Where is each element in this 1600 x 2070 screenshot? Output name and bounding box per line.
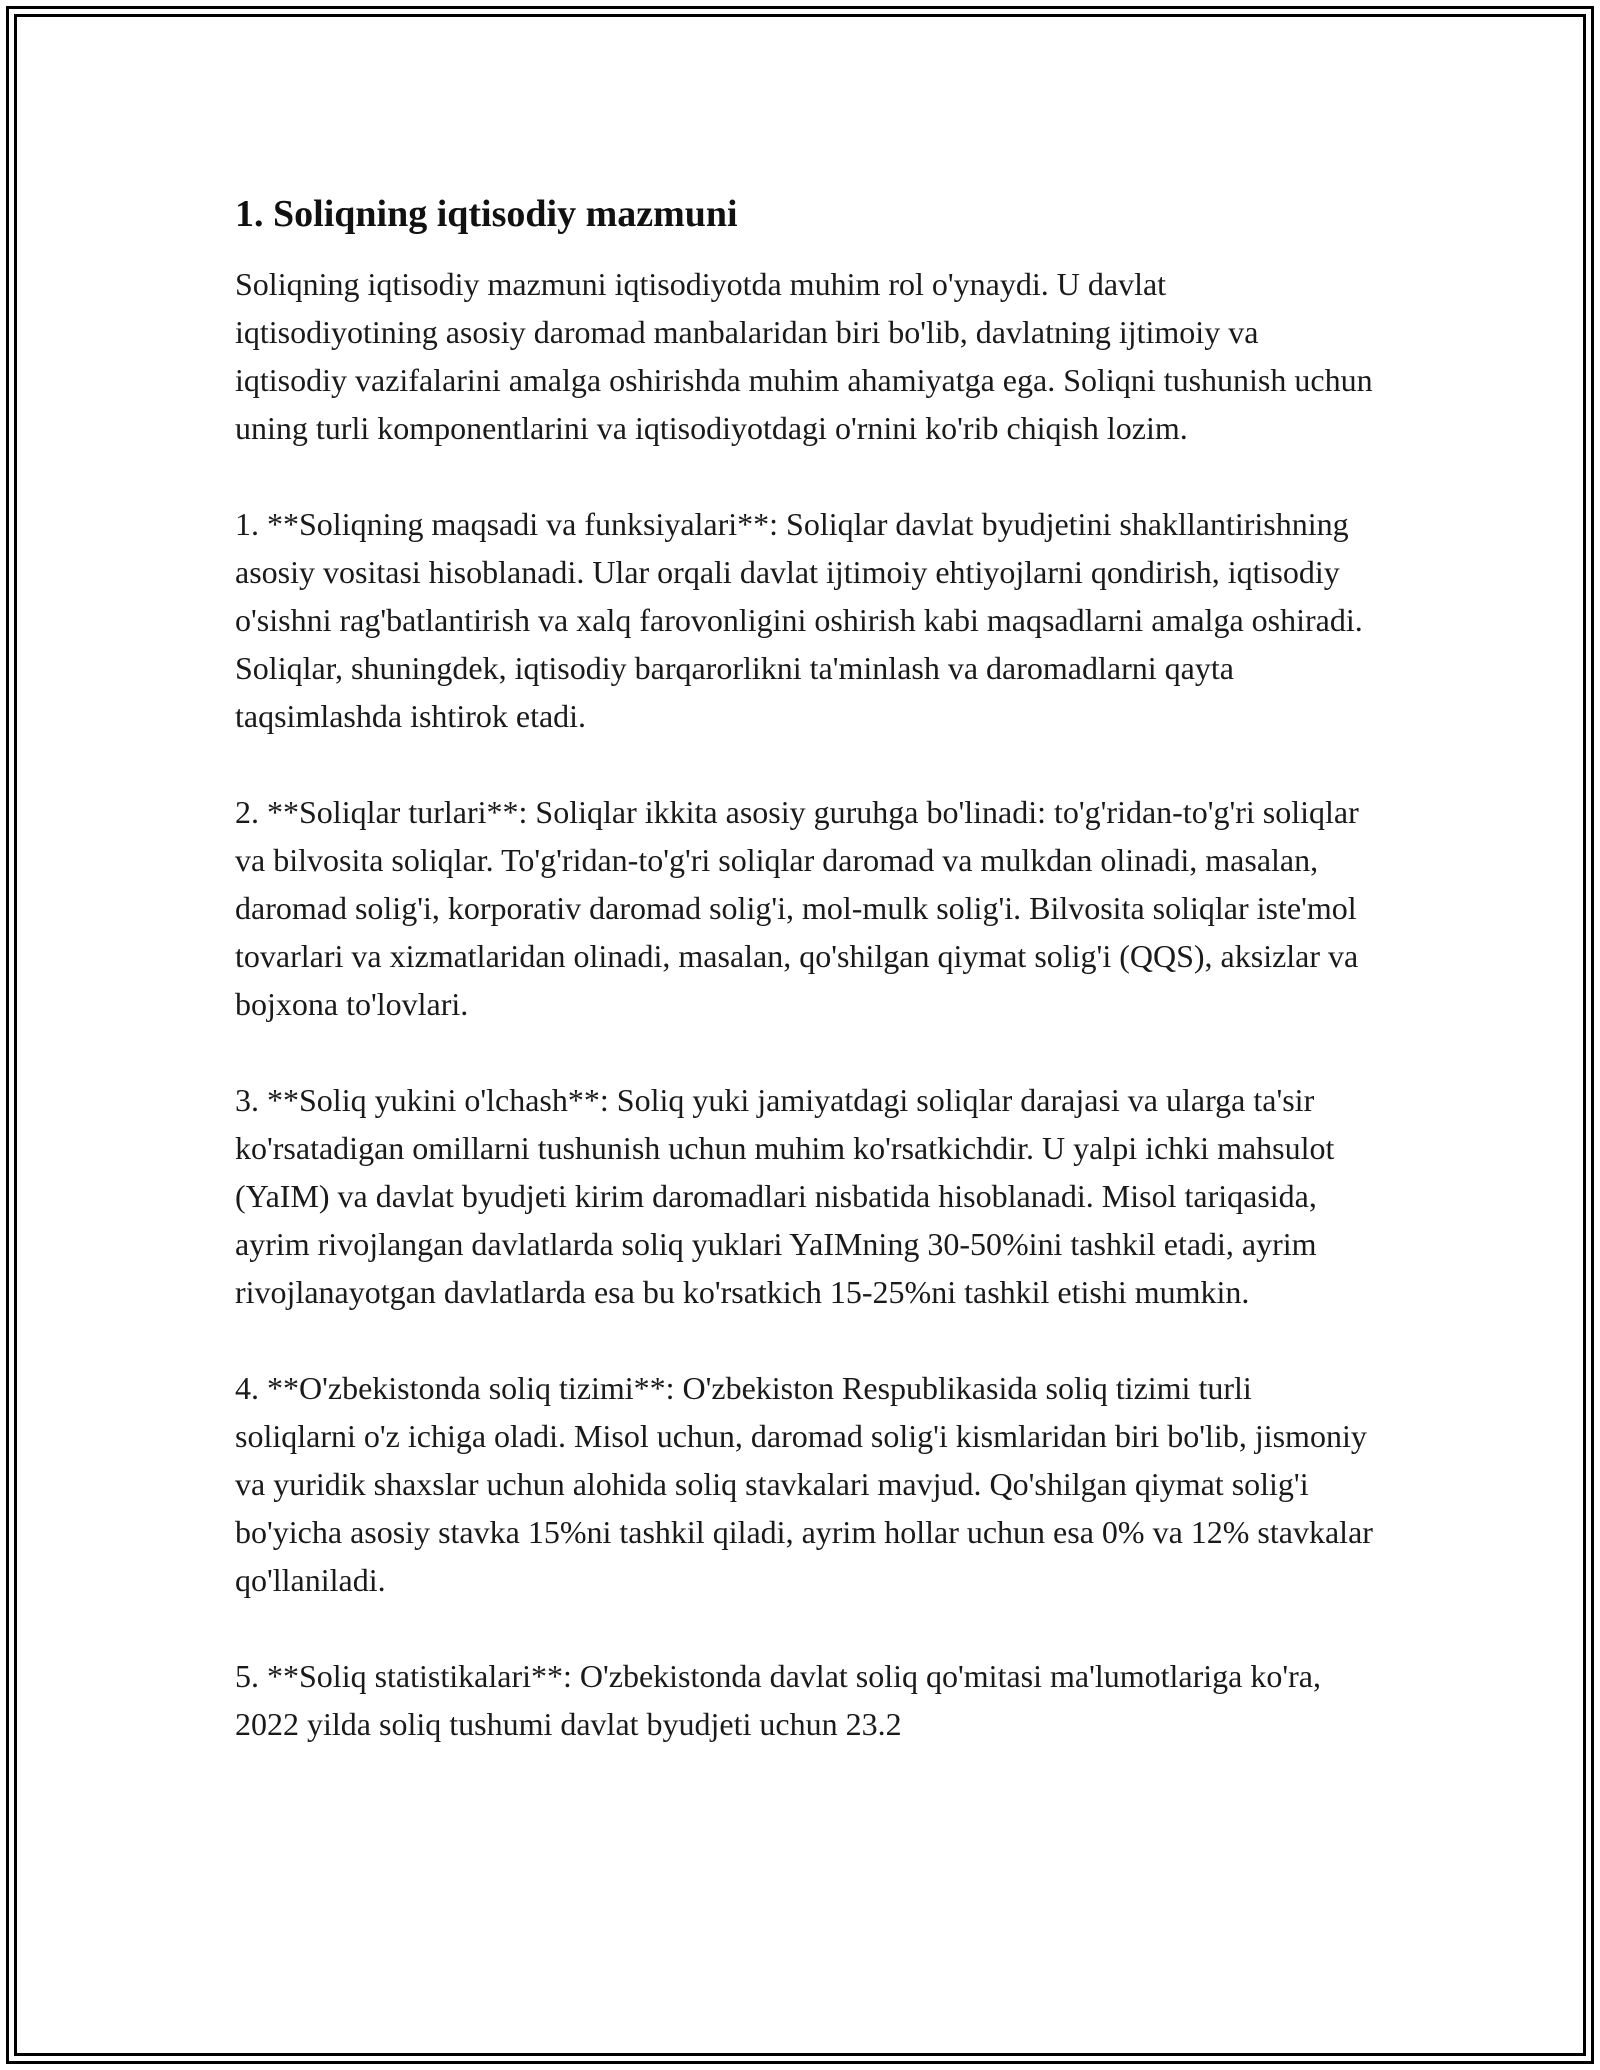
intro-paragraph: Soliqning iqtisodiy mazmuni iqtisodiyotda muhim rol o'ynaydi. U davlat iqtisodiyotining asosiy daromad manbalaridan biri bo'lib, davlatning ijtimoiy va iqtisodiy vazifalarini amalga oshirishda muhim ahamiyatga ega. Soliqni tushunish uchun uning turli komponentlarini va iqtisodiyotdagi o'rnini ko'rib chiqish lozim. — [235, 266, 1373, 446]
paragraph-purpose-functions: 1. **Soliqning maqsadi va funksiyalari**: Soliqlar davlat byudjetini shakllantirishning asosiy vositasi hisoblanadi. Ular orqali davlat ijtimoiy ehtiyojlarni qondirish, iqtisodiy o'sishni rag'batlantirish va xalq farovonligini oshirish kabi maqsadlarni amalga oshiradi. Soliqlar, shuningdek, iqtisodiy barqarorlikni ta'minlash va daromadlarni qayta taqsimlashda ishtirok etadi. — [235, 506, 1363, 734]
paragraph-tax-burden: 3. **Soliq yukini o'lchash**: Soliq yuki jamiyatdagi soliqlar darajasi va ularga ta'sir ko'rsatadigan omillarni tushunish uchun muhim ko'rsatkichdir. U yalpi ichki mahsulot (YaIM) va davlat byudjeti kirim daromadlari nisbatida hisoblanadi. Misol tariqasida, ayrim rivojlangan davlatlarda soliq yuklari YaIMning 30-50%ini tashkil etadi, ayrim rivojlanayotgan davlatlarda esa bu ko'rsatkich 15-25%ni tashkil etishi mumkin. — [235, 1082, 1335, 1310]
section-heading: 1. Soliqning iqtisodiy mazmuni — [235, 193, 738, 235]
paragraph-tax-types: 2. **Soliqlar turlari**: Soliqlar ikkita asosiy guruhga bo'linadi: to'g'ridan-to'g'ri soliqlar va bilvosita soliqlar. To'g'ridan-to'g'ri soliqlar daromad va mulkdan olinadi, masalan, daromad solig'i, korporativ daromad solig'i, mol-mulk solig'i. Bilvosita soliqlar iste'mol tovarlari va xizmatlaridan olinadi, masalan, qo'shilgan qiymat solig'i (QQS), aksizlar va bojxona to'lovlari. — [235, 794, 1359, 1022]
paragraph-tax-statistics: 5. **Soliq statistikalari**: O'zbekistonda davlat soliq qo'mitasi ma'lumotlariga ko'ra, 2022 yilda soliq tushumi davlat byudjeti uchun 23.2 — [235, 1658, 1321, 1742]
paragraph-uzbekistan-tax-system: 4. **O'zbekistonda soliq tizimi**: O'zbekiston Respublikasida soliq tizimi turli soliqlarni o'z ichiga oladi. Misol uchun, daromad solig'i kismlaridan biri bo'lib, jismoniy va yuridik shaxslar uchun alohida soliq stavkalari mavjud. Qo'shilgan qiymat solig'i bo'yicha asosiy stavka 15%ni tashkil qiladi, ayrim hollar uchun esa 0% va 12% stavkalar qo'llaniladi. — [235, 1370, 1373, 1598]
document-body — [235, 190, 1375, 1796]
